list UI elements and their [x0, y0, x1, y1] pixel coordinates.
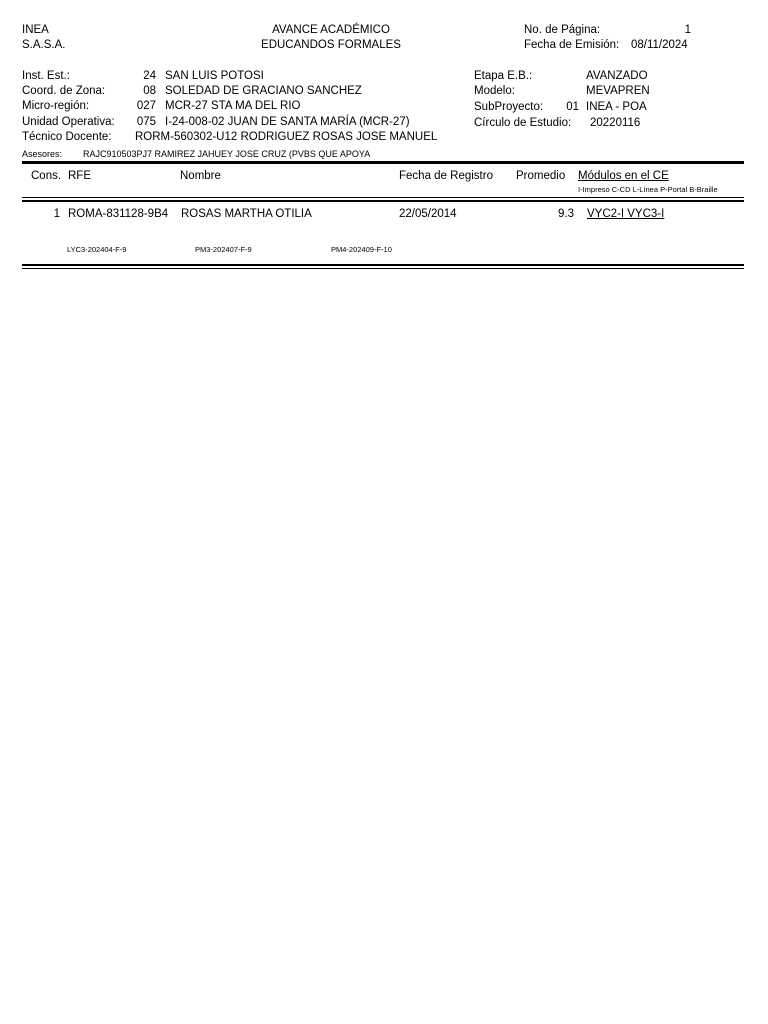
tecnico-label: Técnico Docente:	[22, 131, 112, 143]
col-header-promedio: Promedio	[516, 170, 566, 182]
row-cons: 1	[53, 208, 60, 220]
org-subname: S.A.S.A.	[22, 39, 66, 51]
row-promedio: 9.3	[558, 208, 574, 220]
header-rule-2	[22, 200, 744, 202]
modelo-label: Modelo:	[474, 85, 515, 97]
row-history-item: PM4-202409-F-10	[331, 245, 392, 254]
footer-rule-1	[22, 264, 744, 266]
modelo-value: MEVAPREN	[586, 85, 650, 97]
table-top-rule	[22, 161, 744, 164]
zona-name: SOLEDAD DE GRACIANO SANCHEZ	[165, 85, 362, 97]
row-history-item: LYC3-202404-F-9	[67, 245, 127, 254]
subproyecto-label: SubProyecto:	[474, 101, 544, 113]
col-header-rfe: RFE	[68, 170, 91, 182]
row-modulos: VYC2-I VYC3-I	[587, 208, 665, 220]
col-header-nombre: Nombre	[180, 170, 221, 182]
zona-code: 08	[143, 85, 156, 97]
micro-code: 027	[136, 100, 156, 112]
col-header-fecha: Fecha de Registro	[399, 170, 493, 182]
report-title: AVANCE ACADÉMICO	[272, 24, 390, 36]
subproyecto-code: 01	[566, 101, 579, 113]
inst-code: 24	[143, 70, 156, 82]
row-rfe: ROMA-831128-9B4	[68, 208, 169, 220]
etapa-value: AVANZADO	[586, 70, 648, 82]
page-number-label: No. de Página:	[524, 24, 601, 36]
unidad-code: 075	[136, 116, 156, 128]
row-fecha: 22/05/2014	[399, 208, 457, 220]
col-header-cons: Cons.	[31, 170, 62, 182]
emission-date-label: Fecha de Emisión:	[524, 39, 620, 51]
report-subtitle: EDUCANDOS FORMALES	[261, 39, 401, 51]
col-header-modulos: Módulos en el CE	[578, 170, 669, 182]
emission-date-value: 08/11/2024	[631, 39, 688, 51]
inst-label: Inst. Est.:	[22, 70, 70, 82]
asesores-value: RAJC910503PJ7 RAMIREZ JAHUEY JOSE CRUZ (PVBS QUE APOYA	[83, 149, 371, 159]
modulos-legend: I-Impreso C-CD L-Línea P-Portal B-Braille	[578, 185, 718, 194]
circulo-value: 20220116	[590, 117, 641, 129]
row-nombre: ROSAS MARTHA OTILIA	[181, 208, 312, 220]
row-history-item: PM3-202407-F-9	[195, 245, 252, 254]
micro-name: MCR-27 STA MA DEL RIO	[165, 100, 301, 112]
header-rule-1	[22, 197, 744, 198]
unidad-label: Unidad Operativa:	[22, 116, 115, 128]
micro-label: Micro-región:	[22, 100, 90, 112]
page-number-value: 1	[684, 24, 691, 36]
zona-label: Coord. de Zona:	[22, 85, 106, 97]
subproyecto-value: INEA - POA	[586, 101, 647, 113]
org-name: INEA	[22, 24, 49, 36]
footer-rule-2	[22, 268, 744, 269]
circulo-label: Círculo de Estudio:	[474, 117, 572, 129]
asesores-label: Asesores:	[22, 149, 63, 159]
unidad-name: I-24-008-02 JUAN DE SANTA MARÍA (MCR-27)	[165, 116, 410, 128]
inst-name: SAN LUIS POTOSI	[165, 70, 264, 82]
etapa-label: Etapa E.B.:	[474, 70, 533, 82]
tecnico-value: RORM-560302-U12 RODRIGUEZ ROSAS JOSE MANUEL	[135, 131, 438, 143]
